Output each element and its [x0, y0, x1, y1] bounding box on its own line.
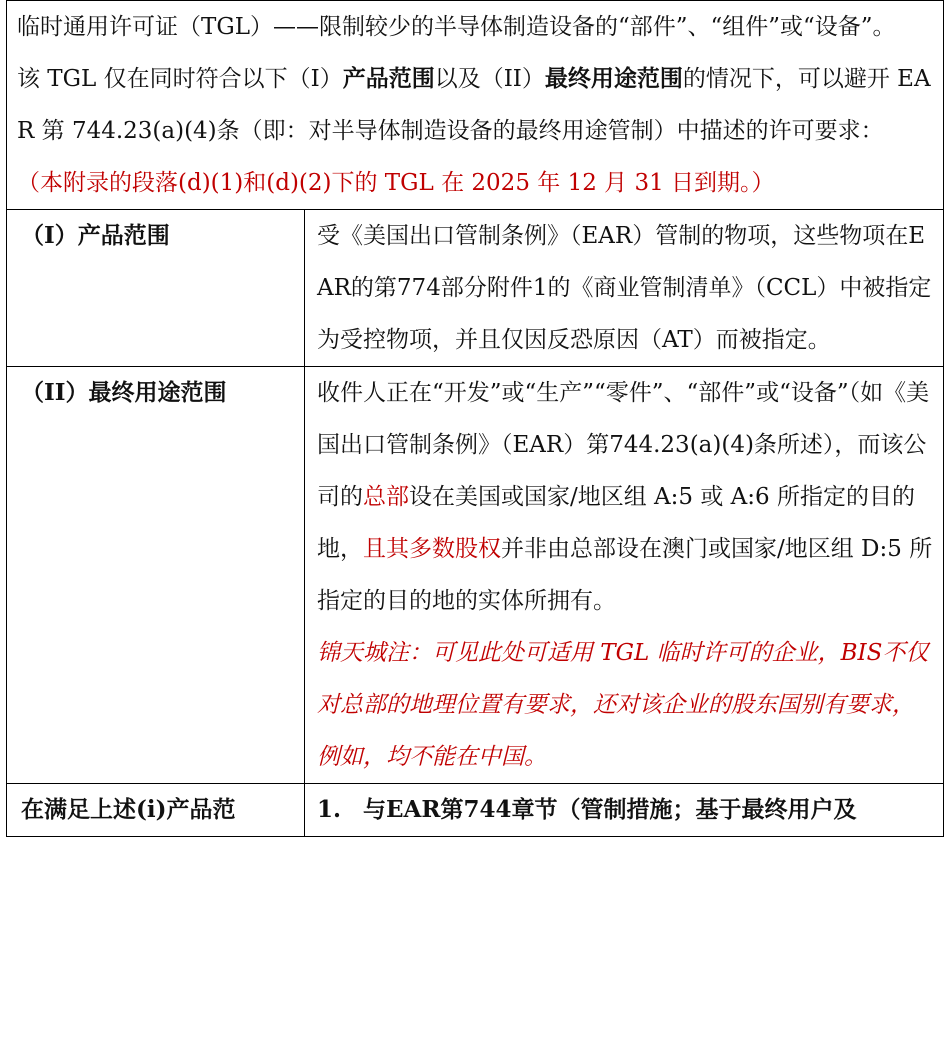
end-use-scope-content: [305, 367, 944, 784]
product-scope-text: 受《美国出口管制条例》（EAR）管制的物项，这些物项在EAR的第774部分附件1的《商业管制清单》（CCL）中被指定为受控物项，并且仅因反恐原因（AT）而被指定。: [317, 223, 932, 353]
headquarters-highlight: 总部: [363, 484, 409, 510]
majority-ownership-highlight: 且其多数股权: [363, 536, 501, 562]
firm-annotation: 锦天城注：可见此处可适用 TGL 临时许可的企业，BIS不仅对总部的地理位置有要求，还对该企业的股东国别有要求，例如，均不能在中国。: [317, 640, 929, 770]
intro-para-prefix: 该 TGL 仅在同时符合以下（I）: [17, 66, 343, 92]
end-use-scope-label: （II）最终用途范围: [7, 367, 305, 784]
condition-label: 在满足上述(i)产品范: [7, 784, 305, 837]
product-scope-row: [7, 210, 944, 367]
product-scope-label: （I）产品范围: [7, 210, 305, 367]
condition-list-item: [317, 784, 935, 836]
intro-para-mid: 以及（II）: [434, 66, 545, 92]
list-item-text: 与EAR第744章节（管制措施；基于最终用户及: [363, 796, 857, 823]
list-number: 1.: [317, 796, 342, 823]
condition-row: [7, 784, 944, 837]
end-use-text-part1: 收件人正在“开发”或“生产”“零件”、“部件”或“设备”（如《美国出口管制条例》（EAR）第744.23(a)(4)条所述），而该公司的: [317, 380, 930, 510]
intro-paragraph: [17, 53, 933, 157]
condition-content: [305, 784, 944, 837]
end-use-scope-text: [317, 367, 935, 627]
expiry-note: （本附录的段落(d)(1)和(d)(2)下的 TGL 在 2025 年 12 月 31 日到期。）: [17, 170, 775, 196]
intro-cell: [7, 1, 944, 210]
product-scope-content: [305, 210, 944, 367]
product-scope-term: 产品范围: [342, 65, 435, 92]
intro-para-suffix: 的情况下，可以避开 EAR 第 744.23(a)(4)条（即：对半导体制造设备的最终用途管制）中描述的许可要求：: [17, 66, 931, 144]
intro-line1: 临时通用许可证（TGL）——限制较少的半导体制造设备的“部件”、“组件”或“设备”。: [17, 14, 896, 40]
end-use-text-part2: 设在美国或国家/地区组 A:5 或 A:6 所指定的目的地，: [317, 484, 915, 562]
end-use-scope-term: 最终用途范围: [544, 65, 683, 92]
end-use-scope-row: [7, 367, 944, 784]
tgl-table: [6, 0, 944, 837]
end-use-text-part3: 并非由总部设在澳门或国家/地区组 D:5 所指定的目的地的实体所拥有。: [317, 536, 933, 614]
intro-row: [7, 1, 944, 210]
